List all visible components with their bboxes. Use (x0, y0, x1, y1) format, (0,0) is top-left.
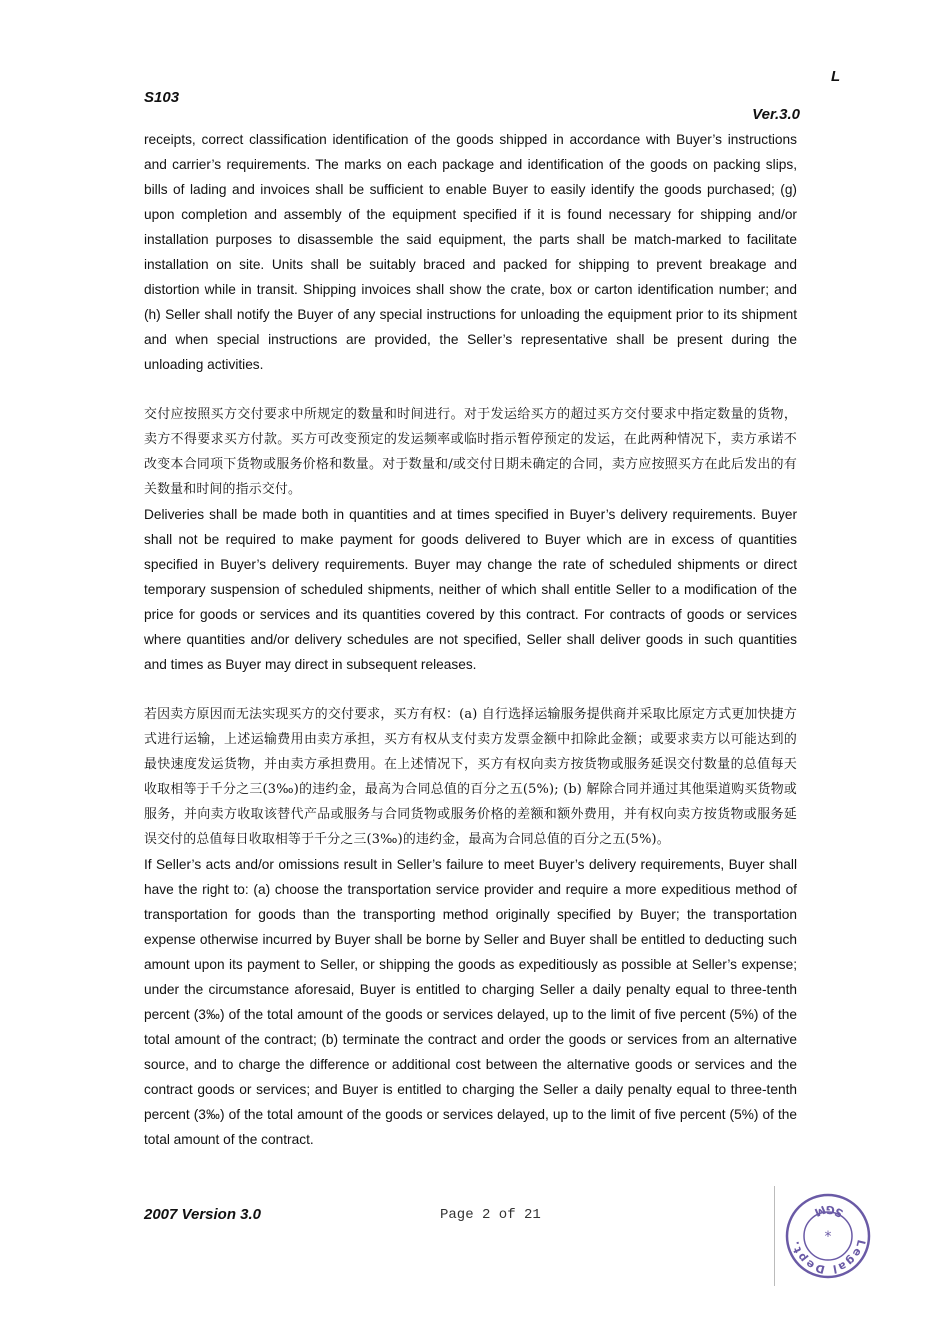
page-number: Page 2 of 21 (440, 1207, 541, 1223)
corner-mark: L (831, 68, 841, 85)
stamp-text-bottom: SGM (810, 1202, 846, 1220)
stamp-text-top: Legal Dept. (788, 1238, 868, 1277)
paragraph-penalty-en: If Seller’s acts and/or omissions result in Seller’s failure to meet Buyer’s delivery requirements, Buyer shall have the right to: (a) choose the transportation service provider and require a more expeditious method of transportation for goods than the transporting method originally specified by Buyer; the transportation expense otherwise incurred by Buyer shall be borne by Seller and Buyer shall be entitled to deducting such amount upon its payment to Seller, or shipping the goods as expeditiously as possible at Seller’s expense; under the circumstance aforesaid, Buyer is entitled to charging Seller a daily penalty equal to three-tenth percent (3‰) of the total amount of the goods or services delayed, up to the limit of five percent (5%) of the total amount of the contract; (b) terminate the contract and order the goods or services from an alternative source, and to charge the difference or additional cost between the alternative goods or services and the contract goods or services; and Buyer is entitled to charging the Seller a daily penalty equal to three-tenth percent (3‰) of the total amount of the goods or services delayed, up to the limit of five percent (5%) of the total amount of the contract. (144, 857, 797, 1147)
stamp-star-icon: * (824, 1229, 832, 1245)
document-version: Ver.3.0 (752, 106, 800, 123)
paragraph-spacer (144, 677, 797, 702)
paragraph-packing-en: receipts, correct classification identification of the goods shipped in accordance with Buyer’s instructions and carrier’s requirements. The marks on each package and identification of the goods on packing slips, bills of lading and invoices shall be sufficient to enable Buyer to easily identify the goods purchased; (g) upon completion and assembly of the equipment specified if it is found necessary for shipping and/or installation purposes to disassemble the said equipment, the parts shall be match-marked to facilitate installation on site. Units shall be suitably braced and packed for shipping to prevent breakage and distortion while in transit. Shipping invoices shall show the crate, box or carton identification number; and (h) Seller shall notify the Buyer of any special instructions for unloading the equipment prior to its shipment and when special instructions are provided, the Seller’s representative shall be present during the unloading activities. (144, 132, 797, 372)
footer-version: 2007 Version 3.0 (144, 1206, 262, 1223)
document-body (144, 127, 797, 1152)
footer-divider (774, 1186, 775, 1286)
legal-dept-stamp (784, 1192, 872, 1280)
paragraph-delivery-en: Deliveries shall be made both in quantities and at times specified in Buyer’s delivery requirements. Buyer shall not be required to make payment for goods delivered to Buyer which are in excess of quantities specified in Buyer’s delivery requirements. Buyer may change the rate of scheduled shipments or direct temporary suspension of scheduled shipments, neither of which shall entitle Seller to a modification of the price for goods or services and its quantities covered by this contract. For contracts of goods or services where quantities and/or delivery schedules are not specified, Seller shall deliver goods in such quantities and times as Buyer may direct in subsequent releases. (144, 507, 797, 672)
paragraph-spacer (144, 377, 797, 402)
document-code: S103 (144, 89, 180, 106)
paragraph-penalty-zh: 若因卖方原因而无法实现买方的交付要求，买方有权：(a) 自行选择运输服务提供商并采取比原定方式更加快捷方式进行运输，上述运输费用由卖方承担，买方有权从支付卖方发票金额中扣除此金额；或要求卖方以可能达到的最快速度发运货物，并由卖方承担费用。在上述情况下，买方有权向卖方按货物或服务延误交付数量的总值每天收取相等于千分之三(3‰)的违约金，最高为合同总值的百分之五(5%); (b) 解除合同并通过其他渠道购买货物或服务，并向卖方收取该替代产品或服务与合同货物或服务价格的差额和额外费用，并有权向卖方按货物或服务延误交付的总值每日收取相等于千分之三(3‰)的违约金，最高为合同总值的百分之五(5%)。 (144, 707, 797, 847)
paragraph-delivery-zh: 交付应按照买方交付要求中所规定的数量和时间进行。对于发运给买方的超过买方交付要求中指定数量的货物，卖方不得要求买方付款。买方可改变预定的发运频率或临时指示暂停预定的发运，在此两种情况下，卖方承诺不改变本合同项下货物或服务价格和数量。对于数量和/或交付日期未确定的合同，卖方应按照买方在此后发出的有关数量和时间的指示交付。 (144, 407, 797, 497)
